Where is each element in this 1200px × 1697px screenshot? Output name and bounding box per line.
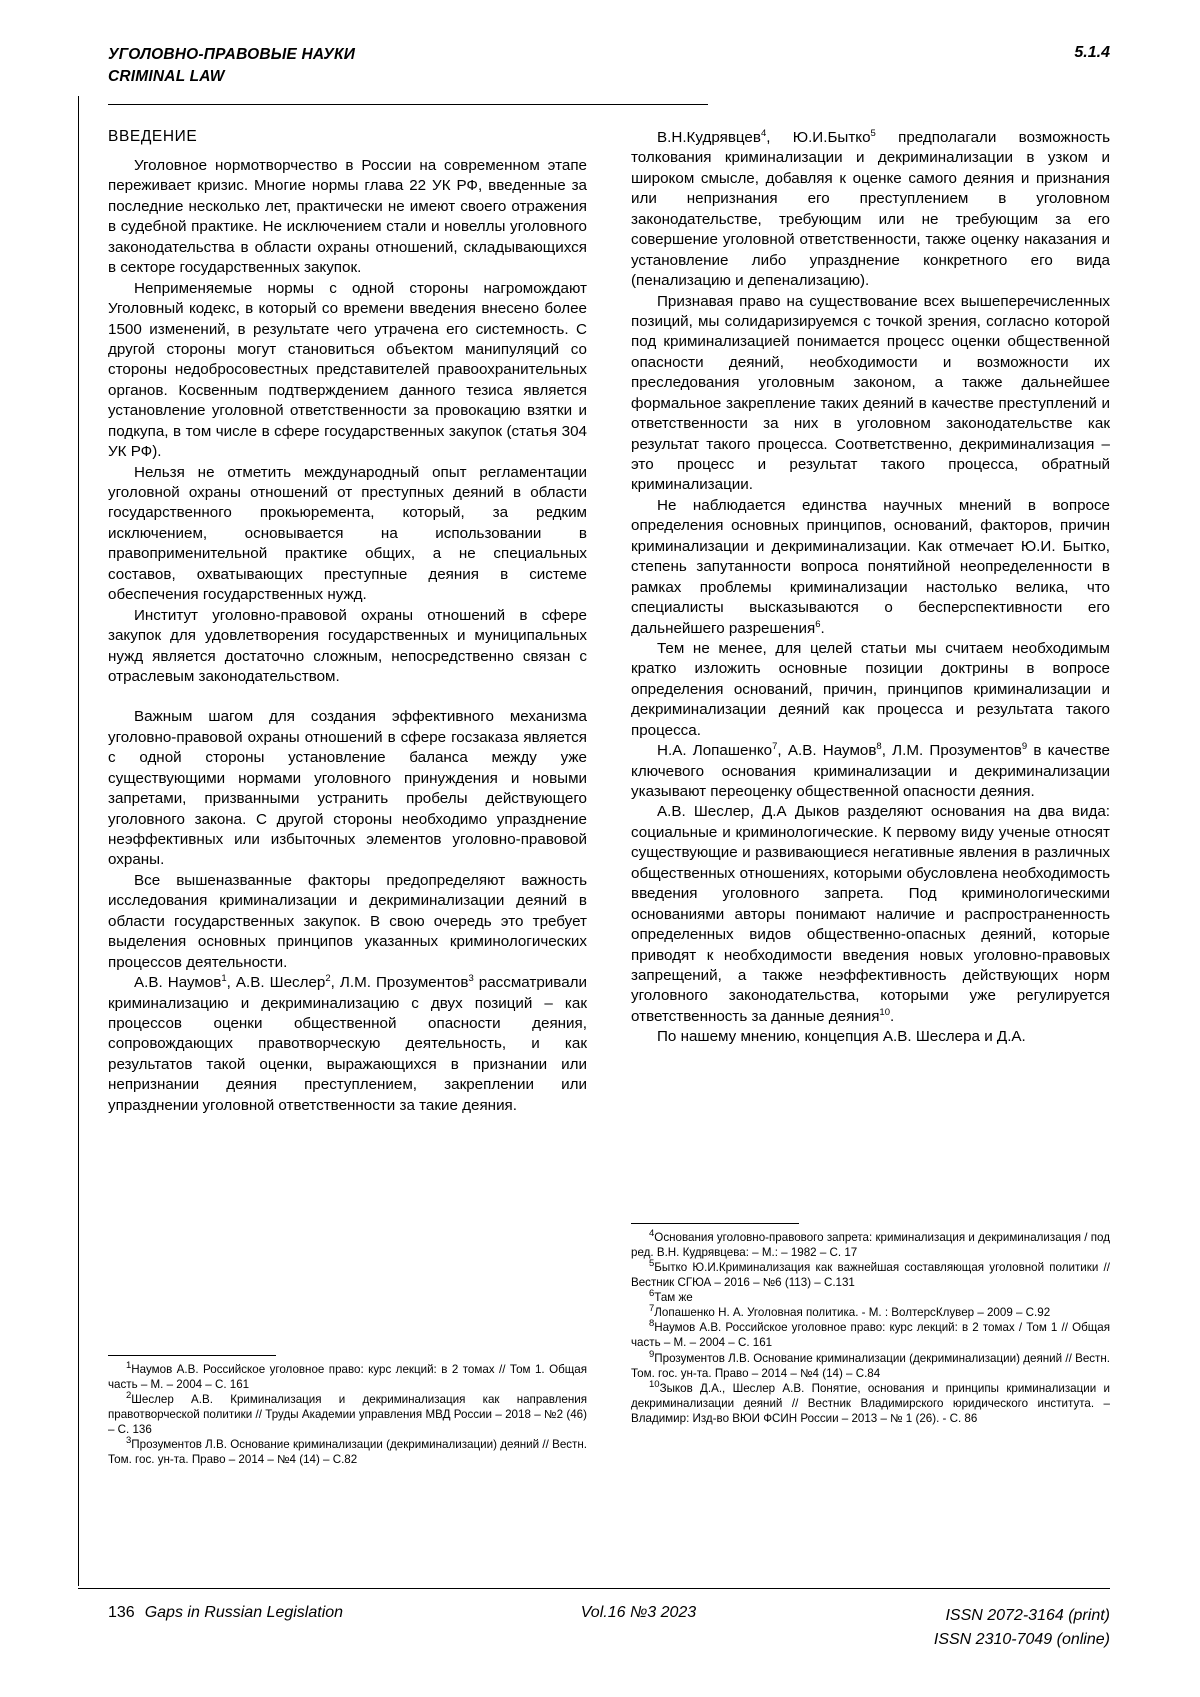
text-run: . [890,1007,895,1025]
page-footer [108,1604,1110,1652]
left-column [108,128,587,1116]
footnote-separator [631,1223,799,1224]
footnote-marker: 1 [126,1360,132,1372]
text-run: предполагали возможность толкования криминализации и декриминализации в узком и широком смысле, добавляя к оценке самого деяния и признания или непризнания его преступлением в уголовном законодательстве, требующим или не требующим за его совершение уголовной ответственности, также оценку наказания и установление либо упразднение конкретного его вида (пенализацию и депенализацию). [631,129,1110,290]
two-column-body [108,128,1110,1116]
footnote-ref-9: 9 [1021,741,1028,753]
footnote-text: Наумов А.В. Российское уголовное право: курс лекций: в 2 томах / Том 1 // Общая часть – М. – 2004 – С. 161 [631,1321,1110,1350]
running-head-left-line2: CRIMINAL LAW [108,68,225,86]
issn-print: ISSN 2072-3164 (print) [945,1607,1110,1624]
footer-divider [78,1588,1110,1589]
footnote-item [108,1437,587,1467]
text-run: , А.В. Шеслер [226,974,326,992]
footnote-item [631,1320,1110,1350]
text-run: , Ю.И.Бытко [766,129,871,146]
paragraph: Признавая право на существование всех вышеперечисленных позиций, мы солидаризируемся с точкой зрения, согласно которой под криминализацией понимается процесс оценки общественной опасности деяний, необходимости и возможности их преследования уголовным законом, а также дальнейшее формальное закрепление таких деяний в качестве преступлений и ответственности за них в уголовном законодательстве как результат такого процесса. Соответственно, декриминализация – это процесс и результат такого процесса, обратный криминализации. [631,292,1110,494]
text-run: А.В. Наумов [134,974,222,992]
paragraph: Все вышеназванные факторы предопределяют важность исследования криминализации и декриминализации деяний в области государственных закупок. В свою очередь это требует выделения основных принципов указанных криминологических процессов деятельности. [108,871,587,971]
footnote-marker: 7 [649,1303,655,1315]
running-head-left-line1: УГОЛОВНО-ПРАВОВЫЕ НАУКИ [108,46,356,63]
header-divider [108,104,708,105]
paragraph: Важным шагом для создания эффективного механизма уголовно-правовой охраны отношений в сфере госзаказа является с одной стороны установление баланса между уже существующими нормами уголовного принуждения и новыми запретами, призванными устранить пробелы действующего уголовного закона. С другой стороны необходимо упразднение неэффективных или избыточных элементов уголовно-правовой охраны. [108,708,587,869]
footnote-item [631,1348,1110,1381]
footnote-marker: 2 [126,1390,132,1402]
footnote-marker: 8 [649,1318,655,1330]
footnote-marker: 9 [649,1348,655,1360]
footer-journal [108,1604,343,1622]
footnote-text: Там же [654,1291,693,1305]
footnote-item [631,1305,1110,1320]
footer-issn [934,1604,1110,1652]
footnote-marker: 4 [649,1228,655,1240]
right-column [631,128,1110,1116]
section-heading-introduction: ВВЕДЕНИЕ [108,128,198,145]
text-run: в качестве ключевого основания криминализации и декриминализации указывают переоценку общественной опасности деяния. [631,742,1111,800]
footnote-ref-8: 8 [876,741,882,753]
text-run: . [820,619,825,637]
footnote-text: Прозументов Л.В. Основание криминализации (декриминализации) деяний // Вестн. Том. гос. ун-та. Право – 2014 – №4 (14) – С.82 [108,1438,587,1467]
footnote-item [631,1230,1110,1260]
footnote-item [631,1378,1110,1426]
paragraph-with-footnote-refs [631,128,1110,292]
footnote-ref-6: 6 [815,618,821,630]
left-vertical-rule [78,96,79,1586]
text-run: рассматривали криминализацию и декриминализацию с двух позиций – как процессов оценки общественной опасности деяния, сопровождающих правотворческую деятельность, и как результатов такой оценки, выражающихся в признании или непризнании деяния преступлением, закреплении или упразднении уголовной ответственности за такие деяния. [108,974,587,1114]
running-head-section-code: 5.1.4 [1074,44,1110,61]
paragraph: Тем не менее, для целей статьи мы считаем необходимым кратко изложить основные позиции доктрины в вопросе определения оснований, причин, принципов криминализации и декриминализации деяний как процесса и результата такого процесса. [631,639,1110,739]
footnote-text: Лопашенко Н. А. Уголовная политика. - М. : ВолтерсКлувер – 2009 – С.92 [654,1306,1051,1320]
footnote-ref-5: 5 [870,127,876,139]
footnote-item [108,1362,587,1392]
text-run: А.В. Шеслер, Д.А Дыков разделяют основания на два вида: социальные и криминологические. К первому виду ученые относят существующие и развивающиеся негативные явления в различных общественных отношениях, которыми обусловлена необходимость введения уголовного запрета. Под криминологическими основаниями авторы понимают наличие и распространенность определенных видов общественно-опасных деяний, которые приводят к необходимости введения новых уголовно-правовых запрещений, а также неэффективность действующих норм уголовного законодательства, которыми уже регулируется ответственность за данные деяния [631,803,1110,1025]
footnote-text: Шеслер А.В. Криминализация и декриминализация как направления правотворческой политики // Труды Академии управления МВД России – 2018 – №2 (46) – С. 136 [108,1393,587,1437]
paragraph: По нашему мнению, концепция А.В. Шеслера и Д.А. [657,1028,1026,1046]
journal-title: Gaps in Russian Legislation [144,1604,344,1621]
text-run: , А.В. Наумов [777,742,877,760]
footnote-item [631,1290,1110,1305]
issn-online: ISSN 2310-7049 (online) [933,1631,1110,1648]
paragraph-with-footnote-refs [631,802,1110,1027]
paragraph: Нельзя не отметить международный опыт регламентации уголовной охраны отношений от преступных деяний в области государственного прокьюремента, который, за редким исключением, основывается на использовании в правоприменительной практике общих, а не специальных составов, охватывающих преступные деяния в системе обеспечения государственных нужд. [108,463,587,604]
text-run: В.Н.Кудрявцев [657,129,761,146]
text-run: Н.А. Лопашенко [657,742,773,760]
footnote-text: Зыков Д.А., Шеслер А.В. Понятие, основания и принципы криминализации и декриминализации деяний // Вестник Владимирского юридического института. – Владимир: Изд-во ВЮИ ФСИН России – 2013 – № 1 (26). - С. 86 [631,1381,1110,1425]
paragraph-with-footnote-refs [631,741,1110,802]
footnote-marker: 3 [126,1435,132,1447]
footnote-ref-2: 2 [325,973,331,984]
left-column-footnotes [108,1345,587,1467]
footnote-item [108,1392,587,1437]
footnote-text: Прозументов Л.В. Основание криминализации (декриминализации) деяний // Вестн. Том. гос. ун-та. Право – 2014 – №4 (14) – С.84 [631,1351,1110,1380]
footnote-marker: 10 [649,1378,660,1390]
paragraph-with-footnote-refs [631,496,1110,639]
footnote-ref-10: 10 [879,1006,890,1018]
footnote-text: Бытко Ю.И.Криминализация как важнейшая составляющая уголовной политики // Вестник СГЮА – 2016 – №6 (113) – С.131 [631,1261,1110,1290]
footnote-marker: 5 [649,1258,655,1270]
footnote-ref-3: 3 [468,973,474,984]
footnote-item [631,1260,1110,1290]
text-run: , Л.М. Прозументов [330,974,469,992]
footer-issue: Vol.16 №3 2023 [580,1604,697,1621]
footnote-text: Наумов А.В. Российское уголовное право: курс лекций: в 2 томах // Том 1. Общая часть – М. – 2004 – С. 161 [108,1363,587,1392]
footnote-text: Основания уголовно-правового запрета: криминализация и декриминализация / под ред. В.Н. Кудрявцева: – М.: – 1982 – С. 17 [631,1231,1110,1260]
page-number: 136 [108,1604,135,1621]
paragraph: Неприменяемые нормы с одной стороны нагромождают Уголовный кодекс, в который со времени введения внесено более 1500 изменений, в результате чего утрачена его системность. С другой стороны могут становиться объектом манипуляций со стороны недобросовестных представителей правоохранительных органов. Косвенным подтверждением данного тезиса является установление уголовной ответственности за провокацию взятки и подкупа, в том числе в сфере государственных закупок (статья 304 УК РФ). [108,279,587,461]
paragraph: Уголовное нормотворчество в России на современном этапе переживает кризис. Многие нормы глава 22 УК РФ, введенные за последние несколько лет, практически не имеют своего отражения в судебной практике. Не исключением стали и новеллы уголовного законодательства в области охраны отношений, складывающихся в секторе государственных закупок. [108,157,587,277]
footnote-ref-4: 4 [760,127,767,139]
right-column-footnotes [631,1213,1110,1426]
paragraph-with-footnote-refs [108,973,587,1116]
running-head-left [108,44,355,89]
footnote-ref-1: 1 [221,973,227,984]
footnote-marker: 6 [649,1288,655,1300]
text-run: , Л.М. Прозументов [881,742,1022,760]
footnote-ref-7: 7 [772,741,778,753]
text-run: Не наблюдается единства научных мнений в вопросе определения основных принципов, оснований, факторов, причин криминализации и декриминализации. Как отмечает Ю.И. Бытко, степень запутанности вопроса понятийной неопределенности в рамках проблемы криминализации настолько велика, что специалисты высказываются о бесперспективности его дальнейшего разрешения [631,496,1110,637]
footnote-separator [108,1355,276,1356]
paragraph: Институт уголовно-правовой охраны отношений в сфере закупок для удовлетворения государственных и муниципальных нужд является достаточно сложным, непосредственно связан с отраслевым законодательством. [108,606,587,685]
running-head [108,44,1110,89]
